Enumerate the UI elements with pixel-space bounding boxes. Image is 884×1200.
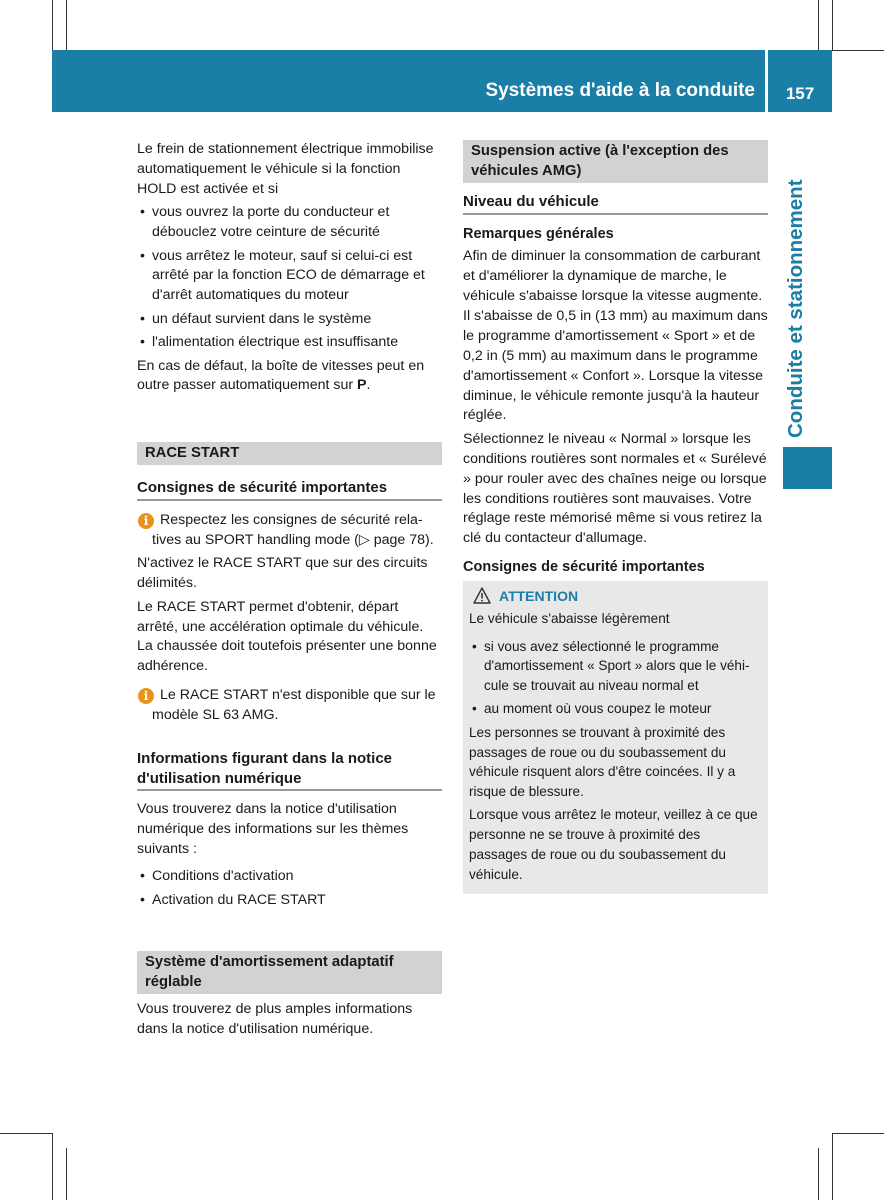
hold-conditions-list bbox=[137, 203, 442, 353]
adaptive-damping-text: Vous trouverez de plus amples informations dans la notice d'utilisation numérique. bbox=[137, 1001, 413, 1038]
gear-p: P bbox=[357, 377, 367, 394]
safety-notes-heading: Consignes de sécurité importantes bbox=[463, 558, 705, 575]
race-start-safety-heading: Consignes de sécurité importantes bbox=[137, 478, 442, 501]
page-ref-arrow: ▷ bbox=[358, 531, 370, 548]
list-item: • un défaut survient dans le système bbox=[137, 310, 442, 330]
info-icon: i bbox=[138, 513, 154, 529]
page-header bbox=[52, 50, 765, 112]
race-start-para-2: Le RACE START permet d'obtenir, départ arrêté, une accélération optimale du véhicule. La chaussée doit toutefois présenter une bonne adhérence. bbox=[137, 598, 437, 675]
crop-mark bbox=[818, 0, 819, 50]
general-remarks-para-1: Afin de diminuer la consommation de carburant et d'améliorer la dynamique de marche, le véhicule s'abaisse lorsque la vitesse augmente. Il s'abaisse de 0,5 in (13 mm) au maximum dans le programme d'amortissement « Sport » et de 0,2 in (5 mm) au maximum dans le programme d'amortissement « Confort ». Lorsque la vitesse diminue, le véhicule remonte jusqu'à la hauteur réglée. bbox=[463, 248, 768, 424]
warning-triangle-icon bbox=[473, 587, 491, 604]
crop-mark bbox=[832, 1133, 833, 1200]
note-text-a: Respectez les consignes de sécurité relatives au SPORT handling mode ( bbox=[152, 511, 423, 548]
race-start-note-sport bbox=[137, 511, 442, 551]
page-number-box bbox=[768, 50, 832, 112]
left-column bbox=[137, 140, 442, 1044]
race-start-heading: RACE START bbox=[137, 442, 442, 466]
warning-header bbox=[469, 583, 762, 609]
page-number: 157 bbox=[785, 84, 815, 103]
crop-mark bbox=[0, 1133, 52, 1134]
list-item: • Conditions d'activation bbox=[137, 867, 442, 887]
default-text: En cas de défaut, la boîte de vitesses peut en outre passer automatiquement sur bbox=[137, 357, 425, 394]
warning-para-1: Les personnes se trouvant à proximité des passages de roue ou du soubassement du véhicule risquent alors d'être coincées. Il y a risque de blessure. bbox=[469, 724, 736, 800]
general-remarks-para-2: Sélectionnez le niveau « Normal » lorsque les conditions routières sont normales et « Surélevé » pour rouler avec des chaînes neige ou lorsque les conditions routières sont mauvaises. Votre réglage reste mémorisé même si vous retirez la clé du contacteur d'allumage. bbox=[463, 430, 767, 547]
warning-conditions bbox=[469, 637, 762, 720]
warning-box bbox=[463, 581, 768, 894]
crop-mark bbox=[832, 1133, 884, 1134]
list-item: • au moment où vous coupez le moteur bbox=[469, 699, 762, 719]
race-start-para-1: N'activez le RACE START que sur des circuits délimités. bbox=[137, 555, 428, 592]
default-paragraph bbox=[137, 357, 442, 397]
warning-para-2: Lorsque vous arrêtez le moteur, veillez à ce que personne ne se trouve à proximité des passages de roue ou du soubassement du véhicule. bbox=[469, 807, 758, 882]
crop-mark bbox=[818, 1148, 819, 1200]
vehicle-level-heading: Niveau du véhicule bbox=[463, 192, 768, 215]
crop-mark bbox=[52, 0, 53, 50]
list-item: • vous arrêtez le moteur, sauf si celui-ci est arrêté par la fonction ECO de démarrage et d'arrêt automatiques du moteur bbox=[137, 247, 442, 307]
list-item: • l'alimentation électrique est insuffisante bbox=[137, 333, 442, 353]
general-remarks-heading: Remarques générales bbox=[463, 225, 614, 242]
crop-mark bbox=[832, 50, 884, 51]
page-ref-link[interactable]: page 78). bbox=[369, 531, 434, 548]
page-title: Systèmes d'aide à la conduite bbox=[485, 80, 755, 101]
digital-manual-topics bbox=[137, 867, 442, 910]
note-text: Le RACE START n'est disponible que sur le modèle SL 63 AMG. bbox=[152, 686, 436, 723]
list-item: • Activation du RACE START bbox=[137, 891, 442, 911]
warning-label: ATTENTION bbox=[499, 588, 579, 605]
crop-mark bbox=[832, 0, 833, 50]
warning-intro: Le véhicule s'abaisse légèrement bbox=[469, 611, 670, 627]
hold-intro: Le frein de stationnement électrique immobilise automatiquement le véhicule si la fonction HOLD est activée et si bbox=[137, 141, 434, 197]
race-start-note-model bbox=[137, 686, 442, 726]
list-item: • si vous avez sélectionné le programme d'amortissement « Sport » alors que le véhicule se trouvait au niveau normal et bbox=[469, 637, 762, 696]
side-tab-marker bbox=[783, 447, 832, 489]
side-tab-label: Conduite et stationnement bbox=[784, 179, 807, 438]
digital-manual-heading: Informations figurant dans la notice d'utilisation numérique bbox=[137, 749, 442, 791]
crop-mark bbox=[66, 0, 67, 50]
adaptive-damping-heading: Système d'amortissement adaptatif réglable bbox=[137, 951, 442, 994]
right-column bbox=[463, 140, 768, 894]
info-icon: i bbox=[138, 688, 154, 704]
crop-mark bbox=[66, 1148, 67, 1200]
list-item: • vous ouvrez la porte du conducteur et débouclez votre ceinture de sécurité bbox=[137, 203, 442, 243]
active-suspension-heading: Suspension active (à l'exception des véhicules AMG) bbox=[463, 140, 768, 183]
crop-mark bbox=[52, 1133, 53, 1200]
digital-manual-text: Vous trouverez dans la notice d'utilisation numérique des informations sur les thèmes suivants : bbox=[137, 801, 409, 857]
default-end: . bbox=[366, 377, 371, 394]
